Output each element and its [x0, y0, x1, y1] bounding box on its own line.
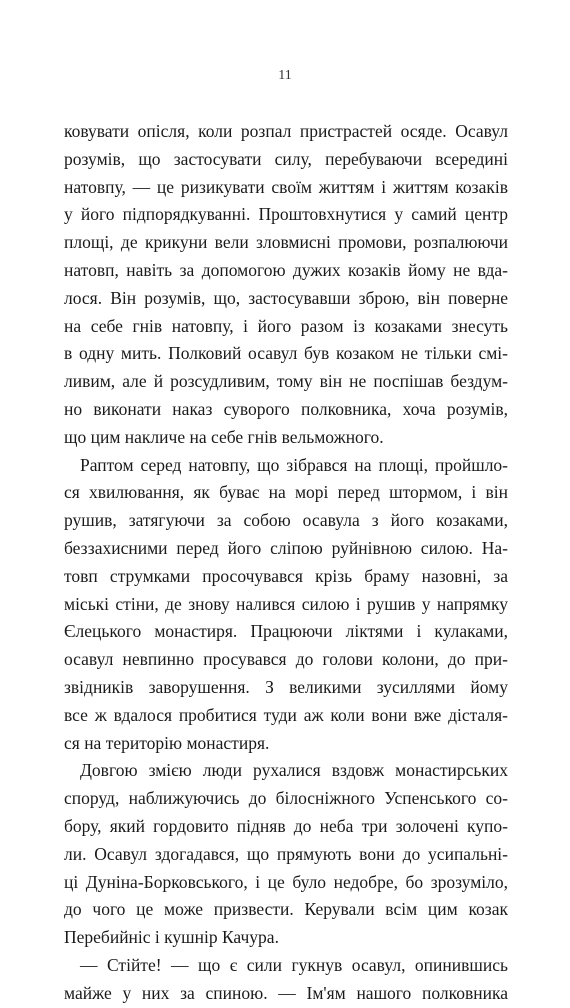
text-line: ливим, але й розсудливим, тому він не поспішав бездум- [64, 371, 508, 392]
text-line: на себе гнів натовпу, і його разом із козаками знесуть [64, 315, 508, 336]
body-text [64, 118, 508, 1008]
text-line: лося. Він розумів, що, застосувавши зброю, він поверне [64, 287, 508, 308]
text-line: Перебийніс і кушнір Качура. [64, 927, 279, 948]
paragraph [64, 952, 508, 1008]
text-line: звідників заворушення. З великими зусиллями йому [64, 676, 508, 697]
text-line: ся на територію монастиря. [64, 732, 270, 753]
text-line: Довгою змією люди рухалися вздовж монастирських [80, 760, 508, 781]
text-line: натовп, навіть за допомогою дужих козаків йому не вда- [64, 259, 508, 280]
text-line: — Стійте! — що є сили гукнув осавул, опинившись [80, 954, 508, 975]
text-line: все ж вдалося пробитися туди аж коли вони вже дісталя- [64, 704, 508, 725]
text-line: ковувати опісля, коли розпал пристрастей осяде. Осавул [64, 121, 508, 141]
text-line: у його підпорядкуванні. Проштовхнутися у самий центр [64, 204, 508, 225]
text-line: споруд, наближуючись до білосніжного Успенського со- [64, 788, 508, 809]
text-line: бору, який гордовито підняв до неба три золочені купо- [64, 815, 508, 836]
text-line: що цим накличе на себе гнів вельможного. [64, 426, 384, 447]
page-number: 11 [278, 68, 292, 83]
paragraph [64, 452, 508, 758]
text-line: в одну мить. Полковий осавул був козаком не тільки смі- [64, 343, 508, 364]
text-line: рушив, затягуючи за собою осавула з його козаками, [64, 510, 508, 531]
paragraph [64, 118, 508, 452]
text-line: Єлецького монастиря. Працюючи ліктями і кулаками, [64, 621, 508, 642]
text-line: товп струмками просочувався крізь браму назовні, за [64, 565, 508, 586]
text-line: натовпу, — це ризикувати своїм життям і життям козаків [64, 176, 508, 197]
text-line: беззахисними перед його сліпою руйнівною силою. На- [64, 537, 508, 558]
text-line: до чого це може призвести. Керували всім цим козак [64, 899, 508, 920]
text-line: ся хвилювання, як буває на морі перед штормом, і він [64, 482, 508, 503]
text-line: Раптом серед натовпу, що зібрався на площі, пройшло- [80, 454, 508, 475]
text-line: майже у них за спиною. — Ім'ям нашого полковника [64, 982, 508, 1003]
text-line: осавул невпинно просувався до голови колони, до при- [64, 649, 508, 670]
text-line: площі, де крикуни вели зловмисні промови, розпалюючи [64, 232, 508, 253]
text-line: ці Дуніна-Борковського, і це було недобре, бо зрозуміло, [64, 871, 508, 892]
text-line: розумів, що застосувати силу, перебуваючи всередині [64, 148, 508, 169]
text-line: ли. Осавул здогадався, що прямують вони до усипальні- [64, 843, 508, 864]
text-line: но виконати наказ суворого полковника, хоча розумів, [64, 398, 508, 419]
text-line: міські стіни, де знову налився силою і рушив у напрямку [64, 593, 508, 614]
paragraph [64, 757, 508, 952]
